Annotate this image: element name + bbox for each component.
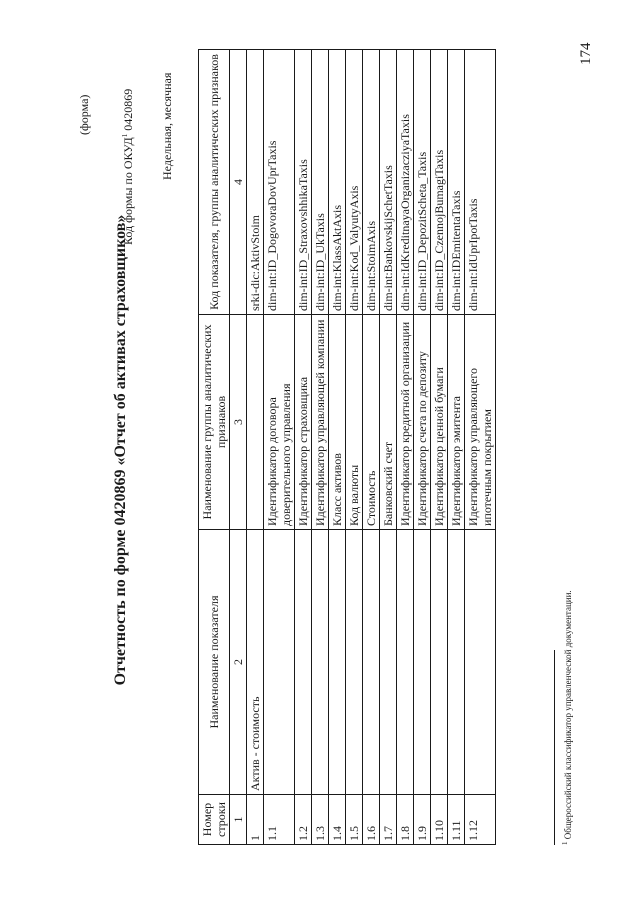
header-indicator-name: Наименование показателя	[199, 530, 230, 795]
indicator-name-cell	[414, 530, 431, 795]
indicator-table	[198, 49, 496, 845]
footnote	[561, 590, 573, 845]
indicator-name-cell: Актив - стоимость	[247, 530, 264, 795]
code-cell: dim-int:IDEmitentaTaxis	[448, 50, 465, 315]
table-row	[397, 50, 414, 845]
table-row	[264, 50, 295, 845]
group-name-cell: Код валюты	[346, 315, 363, 530]
table-row	[247, 50, 264, 845]
code-cell: dim-int:ID_UkTaxis	[312, 50, 329, 315]
indicator-name-cell	[363, 530, 380, 795]
row-number-cell: 1.12	[465, 795, 496, 845]
code-cell: dim-int:IdKreditnayaOrganizacziyaTaxis	[397, 50, 414, 315]
group-name-cell: Идентификатор эмитента	[448, 315, 465, 530]
group-name-cell: Идентификатор управляющего ипотечным покрытием	[465, 315, 496, 530]
group-name-cell: Банковский счет	[380, 315, 397, 530]
row-number-cell: 1.8	[397, 795, 414, 845]
code-cell: dim-int:KlassAktAxis	[329, 50, 346, 315]
reporting-period: Недельная, месячная	[160, 72, 174, 180]
table-body	[247, 50, 496, 845]
indicator-name-cell	[465, 530, 496, 795]
group-name-cell: Идентификатор счета по депозиту	[414, 315, 431, 530]
table-header-row	[199, 50, 230, 845]
header-group-name: Наименование группы аналитических признаков	[199, 315, 230, 530]
indicator-name-cell	[264, 530, 295, 795]
code-cell: dim-int:ID_DepozitScheta_Taxis	[414, 50, 431, 315]
row-number-cell: 1.11	[448, 795, 465, 845]
code-cell: dim-int:Kod_ValyutyAxis	[346, 50, 363, 315]
group-name-cell	[247, 315, 264, 530]
group-name-cell: Идентификатор договора доверительного управления	[264, 315, 295, 530]
group-name-cell: Идентификатор кредитной организации	[397, 315, 414, 530]
table-row	[465, 50, 496, 845]
table-row	[346, 50, 363, 845]
table-row	[380, 50, 397, 845]
table-row	[431, 50, 448, 845]
okud-text: Код формы по ОКУД	[121, 137, 135, 245]
code-cell: dim-int:StoimAxis	[363, 50, 380, 315]
group-name-cell: Идентификатор страховщика	[295, 315, 312, 530]
column-number: 2	[230, 530, 247, 795]
row-number-cell: 1	[247, 795, 264, 845]
indicator-name-cell	[312, 530, 329, 795]
code-cell: dim-int:BankovskijSchetTaxis	[380, 50, 397, 315]
footnote-divider	[554, 650, 555, 845]
table-row	[329, 50, 346, 845]
indicator-name-cell	[448, 530, 465, 795]
column-number-row	[230, 50, 247, 845]
header-code: Код показателя, группы аналитических признаков	[199, 50, 230, 315]
row-number-cell: 1.6	[363, 795, 380, 845]
group-name-cell: Класс активов	[329, 315, 346, 530]
table-row	[363, 50, 380, 845]
code-cell: dim-int:ID_DogovoraDovUprTaxis	[264, 50, 295, 315]
group-name-cell: Стоимость	[363, 315, 380, 530]
row-number-cell: 1.4	[329, 795, 346, 845]
row-number-cell: 1.3	[312, 795, 329, 845]
column-number: 4	[230, 50, 247, 315]
table-row	[312, 50, 329, 845]
code-cell: dim-int:ID_StraxovshhikaTaxis	[295, 50, 312, 315]
indicator-name-cell	[380, 530, 397, 795]
row-number-cell: 1.7	[380, 795, 397, 845]
row-number-cell: 1.10	[431, 795, 448, 845]
group-name-cell: Идентификатор ценной бумаги	[431, 315, 448, 530]
table-row	[295, 50, 312, 845]
footnote-text: Общероссийский классификатор управленческой документации.	[563, 590, 573, 840]
table-row	[414, 50, 431, 845]
indicator-name-cell	[431, 530, 448, 795]
table-row	[448, 50, 465, 845]
header-row-number: Номер строки	[199, 795, 230, 845]
column-number: 3	[230, 315, 247, 530]
indicator-name-cell	[346, 530, 363, 795]
okud-footnote-ref: 1	[121, 133, 129, 138]
row-number-cell: 1.9	[414, 795, 431, 845]
code-cell: dim-int:ID_CzennojBumagiTaxis	[431, 50, 448, 315]
indicator-name-cell	[295, 530, 312, 795]
indicator-name-cell	[397, 530, 414, 795]
code-cell: srki-dic:AktivStoim	[247, 50, 264, 315]
group-name-cell: Идентификатор управляющей компании	[312, 315, 329, 530]
indicator-name-cell	[329, 530, 346, 795]
code-cell: dim-int:IdUprIpotTaxis	[465, 50, 496, 315]
okud-code: 0420869	[121, 88, 135, 131]
page-number: 174	[578, 42, 594, 65]
okud-line	[121, 89, 136, 245]
column-number: 1	[230, 795, 247, 845]
row-number-cell: 1.2	[295, 795, 312, 845]
page-title: Отчетность по форме 0420869 «Отчет об активах страховщиков»	[112, 214, 129, 686]
footnote-mark: 1	[561, 841, 569, 845]
form-label: (форма)	[77, 94, 91, 135]
row-number-cell: 1.1	[264, 795, 295, 845]
row-number-cell: 1.5	[346, 795, 363, 845]
